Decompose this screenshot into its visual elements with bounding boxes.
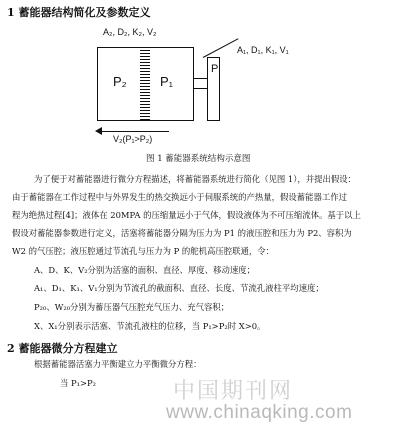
section-title-1: 1 蓄能器结构简化及参数定义 [7,6,151,19]
paragraph-line-3: 程为绝热过程[4]；液体在 20MPA 的压缩量远小于气体，假设液体为不可压缩流体。基于以上 [12,210,361,220]
leader-line [203,38,239,58]
diagram-label-p: P [211,63,219,75]
orifice-line-bottom [194,88,208,89]
definition-line-2: A₁、D₁、K₁、V₁分别为节流孔的截面积、直径、长度、节流孔液柱平均速度； [34,283,324,293]
velocity-arrow [101,131,169,132]
diagram-label-p2: P₂ [113,74,127,89]
paragraph-line-5: W2 的气压腔；液压腔通过节流孔与压力为 P 的舵机高压腔联通，令： [12,246,275,256]
paragraph-line-1: 为了便于对蓄能器进行微分方程描述，将蓄能器系统进行简化（见图 1），并提出假设： [34,174,357,184]
piston [140,48,150,120]
diagram-label-p1: P₁ [160,74,174,89]
definition-line-4: X、X₁分别表示活塞、节流孔液柱的位移，当 P₁>P₂时 X>0。 [34,321,266,331]
orifice-line-top [194,78,208,79]
section-title-2: 2 蓄能器微分方程建立 [7,342,118,355]
arrow-head-icon [95,127,102,135]
paragraph-line-2: 由于蓄能器在工作过程中与外界发生的热交换远小于伺服系统的产热量，假设蓄能器工作过 [12,192,347,202]
diagram-label-top: A₂, D₂, K₂, V₂ [103,27,157,37]
formula-line: 当 P₁>P₂ [60,378,97,388]
paragraph-line-4: 假设对蓄能器参数进行定义，活塞将蓄能器分隔为压力为 P1 的液压腔和压力为 P2、容积为 [12,228,352,238]
figure-caption: 图 1 蓄能器系统结构示意图 [146,154,251,164]
watermark-url: www.chinaqking.com [166,402,353,423]
diagram-label-bottom: V₂(P₁>P₂) [113,134,153,144]
paragraph-last: 根据蓄能器活塞力平衡建立力平衡微分方程： [34,359,202,369]
definition-line-3: P₂₀、W₂₀分别为蓄压器气压腔充气压力、充气容积； [34,302,230,312]
watermark-cn: 中国期刊网 [173,379,294,404]
definition-line-1: A、D、K、V₂分别为活塞的面积、直径、厚度、移动速度； [34,265,256,275]
diagram-label-right: A₁, D₁, K₁, V₁ [237,45,289,55]
